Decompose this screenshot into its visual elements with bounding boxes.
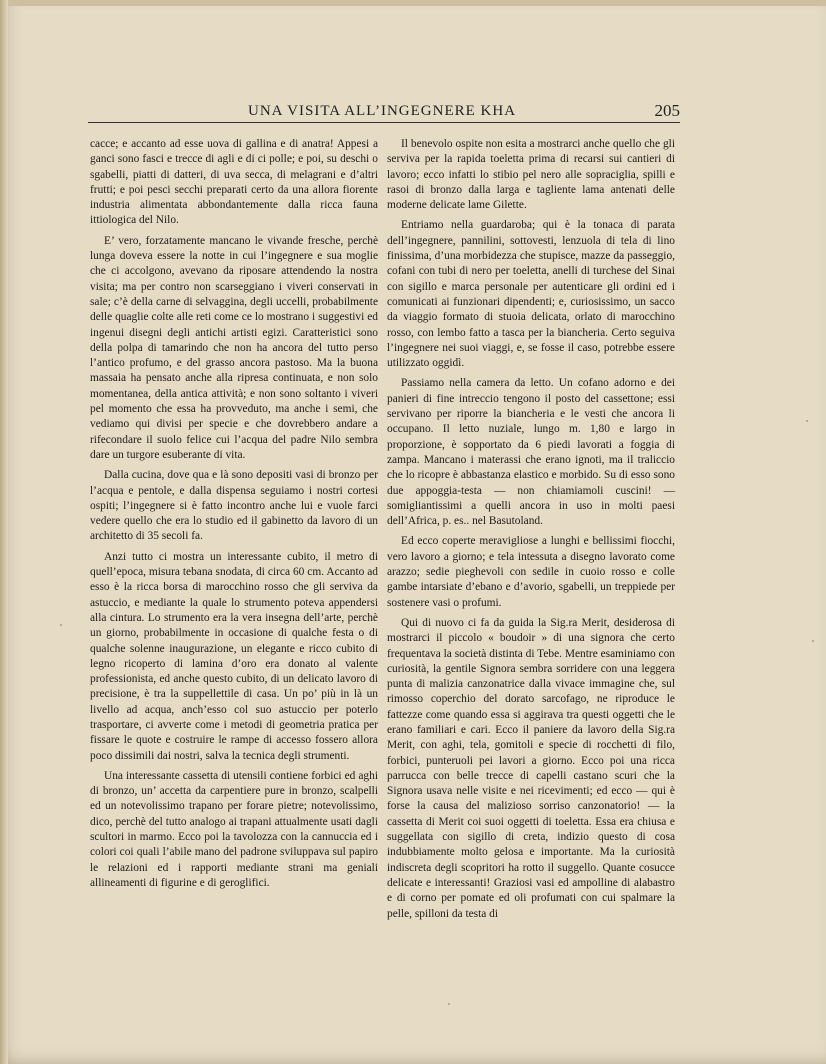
paper-speck	[448, 1003, 450, 1005]
page-number: 205	[654, 101, 680, 120]
page-top-edge	[0, 0, 826, 6]
paragraph: Qui di nuovo ci fa da guida la Sig.ra Merit, desiderosa di mostrarci il piccolo « boudoir » di una signora che certo frequentava la società distinta di Tebe. Mentre esaminiamo con curiosità, la gentile Signora sembra sorridere con una leggera punta di malizia canzonatrice dalla vivace immagine che, sul rimosso coperchio del dorato sarcofago, ne riproduce le fattezze come quando essa si aggirava tra questi oggetti che le erano familiari e cari. Ecco il paniere da lavoro della Sig.ra Merit, con aghi, tela, gomitoli e specie di rocchetti di filo, forbici, punteruoli pei lavori a giorno. Ecco poi una ricca parrucca con belle trecce di capelli castano scuri che la Signora usava nelle visite e nei ricevimenti; ed ecco — qui è forse la causa del malizioso sorriso canzonatorio! — la cassetta di Merit coi suoi oggetti di toeletta. Essa era chiusa e suggellata con sigillo di creta, indizio questo di cosa indubbiamente molto gelosa e importante. Ma la curiosità indiscreta degli scopritori ha rotto il suggello. Quante cosucce delicate e interessanti! Graziosi vasi ed ampolline di alabastro e di corno per pomate ed oli profumati con cui spalmare la pelle, spilloni da testa di	[387, 616, 675, 920]
book-spine-shadow	[0, 0, 8, 1064]
paragraph: Entriamo nella guardaroba; qui è la tonaca di parata dell’ingegnere, pannilini, sottovesti, lenzuola di tela di lino finissima, d’una morbidezza che stupisce, mazze da passeggio, cofani con tubi di nero per toeletta, anelli di turchese del Sinai con sigillo e marca personale per autenticare gli ordini ed i comunicati ai funzionari dipendenti; e, curiosissimo, un sacco da viaggio formato di stuoia delicata, orlato di marocchino rosso, con lembo fatto a tasca per la biancheria. Certo seguiva l’ingegnere nei suoi viaggi, e, se fosse il caso, potrebbe essere utilizzato oggidì.	[387, 219, 675, 370]
paragraph: Ed ecco coperte meravigliose a lunghi e bellissimi fiocchi, vero lavoro a giorno; e tela intessuta a disegno lavorato come arazzo; sedie pieghevoli con sedile in cuoio rosso e colle gambe intarsiate d’ebano e d’avorio, sgabelli, un treppiede per sostenere vasi o profumi.	[387, 535, 675, 609]
left-column	[90, 137, 378, 896]
paragraph: Il benevolo ospite non esita a mostrarci anche quello che gli serviva per la rapida toeletta prima di recarsi sui cantieri di lavoro; ecco infatti lo stibio pel nero alle sopraciglia, spilli e rasoi di bronzo dalla larga e tagliente lama antenati delle moderne delicate lame Gilette.	[387, 138, 675, 212]
paragraph: Anzi tutto ci mostra un interessante cubito, il metro di quell’epoca, misura tebana snodata, di circa 60 cm. Accanto ad esso è la ricca borsa di marocchino rosso che gli serviva da astuccio, e mediante la quale lo strumento poteva appendersi alla cintura. Lo strumento era la vera insegna dell’arte, perchè un giorno, probabilmente in occasione di qualche festa o di qualche solenne inaugurazione, un elegante e ricco cubito di legno ricoperto di lamina d’oro era donato al valente professionista, ed anche questo cubito, di un delicato lavoro di precisione, è tra la suppellettile di casa. Un po’ più in là un livello ad acqua, anch’esso col suo astuccio per poterlo trasportare, ci avverte come i metodi di geometria pratica per fissare le quote e costruire le rampe di accesso fossero allora poco dissimili dai nostri, salva la tecnica degli strumenti.	[90, 550, 378, 762]
header-rule	[88, 122, 680, 123]
paper-speck	[806, 420, 808, 422]
running-title: UNA VISITA ALL’INGEGNERE KHA	[248, 103, 517, 119]
paper-speck	[812, 640, 814, 642]
paragraph: cacce; e accanto ad esse uova di gallina e di anatra! Appesi a ganci sono fasci e trecce di agli e di ci polle; e poi, su deschi o sgabelli, piatti di datteri, di uva secca, di melagrani e d’altri frutti; e poi pesci secchi preparati certo da una allora fiorente industria alimentata abbondantemente dalla ricca fauna ittiologica del Nilo.	[90, 138, 378, 227]
right-column	[387, 137, 675, 927]
running-head	[88, 101, 680, 121]
paragraph: E’ vero, forzatamente mancano le vivande fresche, perchè lunga doveva essere la notte in cui l’ingegnere e sua moglie che ci accolgono, avevano da riposare attendendo la nostra visita; ma per contro non scarseggiano i viveri conservati in sale; c’è della carne di selvaggina, degli uccelli, probabilmente delle quaglie colte alle reti come ce lo mostrano i suggestivi ed ingenui disegni degli antichi artisti egizi. Caratteristici sono della polpa di tamarindo che non ha ancora del tutto perso l’antico profumo, e del grasso ancora pastoso. Ma la buona massaia ha pensato anche alla ripresa continuata, e non solo momentanea, della antica attività; e non sono soltanto i viveri pel momento che essa ha provveduto, ma anche i semi, che vediamo qui divisi per specie e che dovrebbero andare a rifecondare il suolo felice cui l’acqua del padre Nilo sembra dare un turgore esuberante di vita.	[90, 234, 378, 461]
paragraph: Una interessante cassetta di utensili contiene forbici ed aghi di bronzo, un’ accetta da carpentiere pure in bronzo, scalpelli ed un notevolissimo trapano per forare pietre; notevolissimo, dico, perchè del tutto analogo ai trapani attualmente usati dagli scultori in marmo. Ecco poi la tavolozza con la cannuccia ed i colori coi quali l’abile mano del padrone sviluppava sul papiro le relazioni ed i rapporti mediante strani ma geniali allineamenti di figurine e di geroglifici.	[90, 769, 378, 889]
paragraph: Passiamo nella camera da letto. Un cofano adorno e dei panieri di fine intreccio tengono il posto del cassettone; essi servivano per riporre la biancheria e le vesti che ancora li occupano. Il letto nuziale, lungo m. 1,80 e largo in proporzione, è sopportato da 6 piedi lavorati a foggia di zampa. Mancano i materassi che erano ignoti, ma il traliccio che lo ricopre è abbastanza elastico e morbido. Su di esso sono due appoggia-testa — non chiamiamoli cuscini! — somigliantissimi a quelli ancora in uso in molti paesi dell’Africa, p. es.. nel Basutoland.	[387, 377, 675, 528]
paragraph: Dalla cucina, dove qua e là sono depositi vasi di bronzo per l’acqua e pentole, e dalla dispensa seguiamo i nostri cortesi ospiti; l’ingegnere si è fatto incontro anche lui e vuole farci vedere quello che era lo studio ed il gabinetto da lavoro di un architetto di 35 secoli fa.	[90, 469, 378, 543]
paper-speck	[60, 624, 62, 626]
